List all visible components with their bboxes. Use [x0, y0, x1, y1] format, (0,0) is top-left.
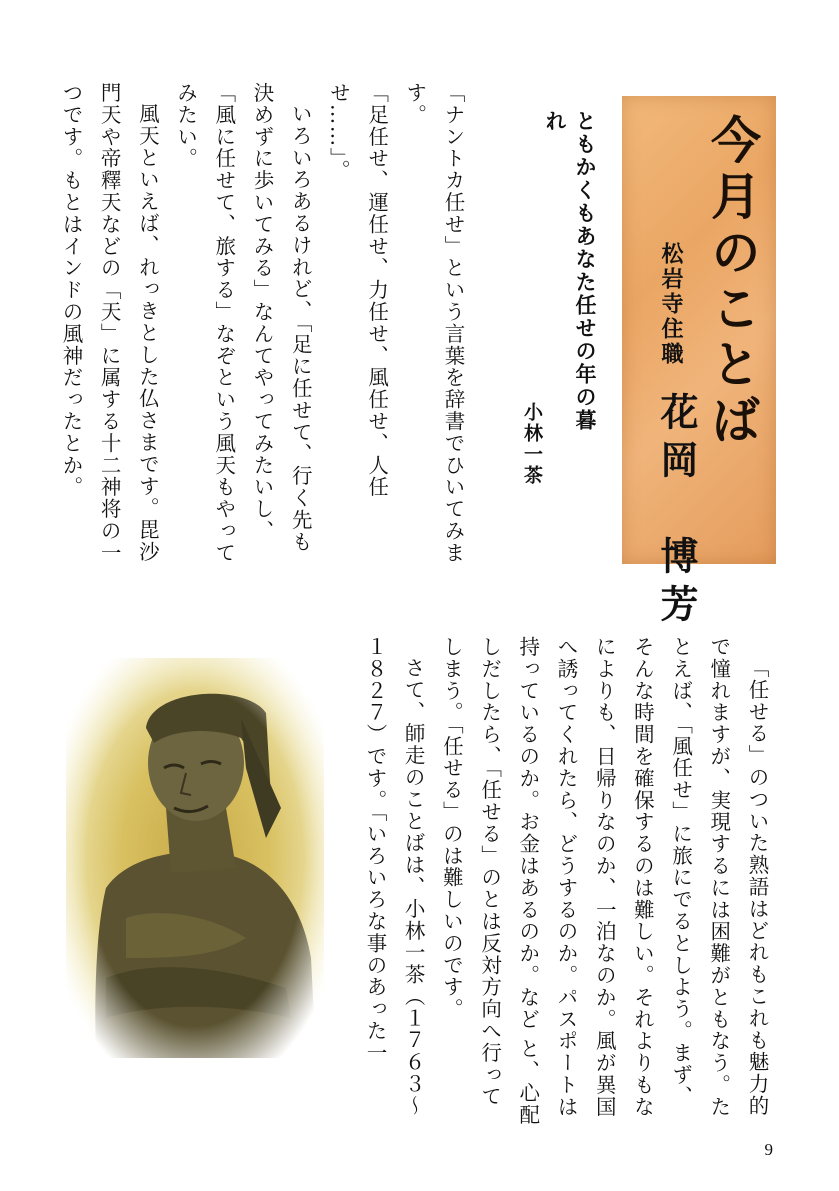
haiku-author: 小林一茶 — [521, 402, 543, 486]
statue-photo — [66, 658, 324, 1058]
author-name: 花岡 博芳 — [654, 392, 699, 632]
paragraph: 風天といえば、れっきとした仏さまです。毘沙門天や帝釋天などの「天」に属する十二神将の一つです。もとはインドの風神だったとか。 — [58, 82, 160, 564]
author-role: 松岩寺住職 — [658, 242, 684, 367]
haiku-text: ともかくもあなた任せの年の暮れ — [543, 110, 598, 432]
paragraph: いろいろあるけれど、「足に任せて、行く先も決めずに歩いてみる」なんてやってみたいし、「風に任せて、旅する」なぞという風天もやってみたい。 — [173, 82, 313, 564]
page-title: 今月のことば — [703, 114, 762, 450]
paragraph: 「ナントカ任せ」という言葉を辞書でひいてみます。 — [402, 82, 465, 564]
statue-illustration — [66, 658, 324, 1058]
body-text-top — [58, 82, 472, 572]
paragraph: さて、師走のことばは、小林一茶（１７６３〜１８２７）です。「いろいろな事のあった一 — [362, 636, 426, 1117]
paragraph: 「任せる」のついた熟語はどれもこれも魅力的で憧れますが、実現するには困難がともなう。たとえば、「風任せ」に旅にでるとしよう。まず、そんな時間を確保するのは難しい。それよりもなによりも、日帰りなのか、一泊なのか。風が異国へ誘ってくれたら、どうするのか。パスポートは持っているのか。お金はあるのか。など と、心配しだしたら、「任せる」のとは反対方向へ行ってしまう。「任せる」のは難しいのです。 — [439, 636, 769, 1126]
title-block — [622, 96, 776, 632]
body-text-bottom — [362, 636, 776, 1126]
paragraph: 「足任せ、運任せ、力任せ、風任せ、人任せ……」。 — [326, 82, 389, 499]
page-number: 9 — [764, 1140, 773, 1159]
